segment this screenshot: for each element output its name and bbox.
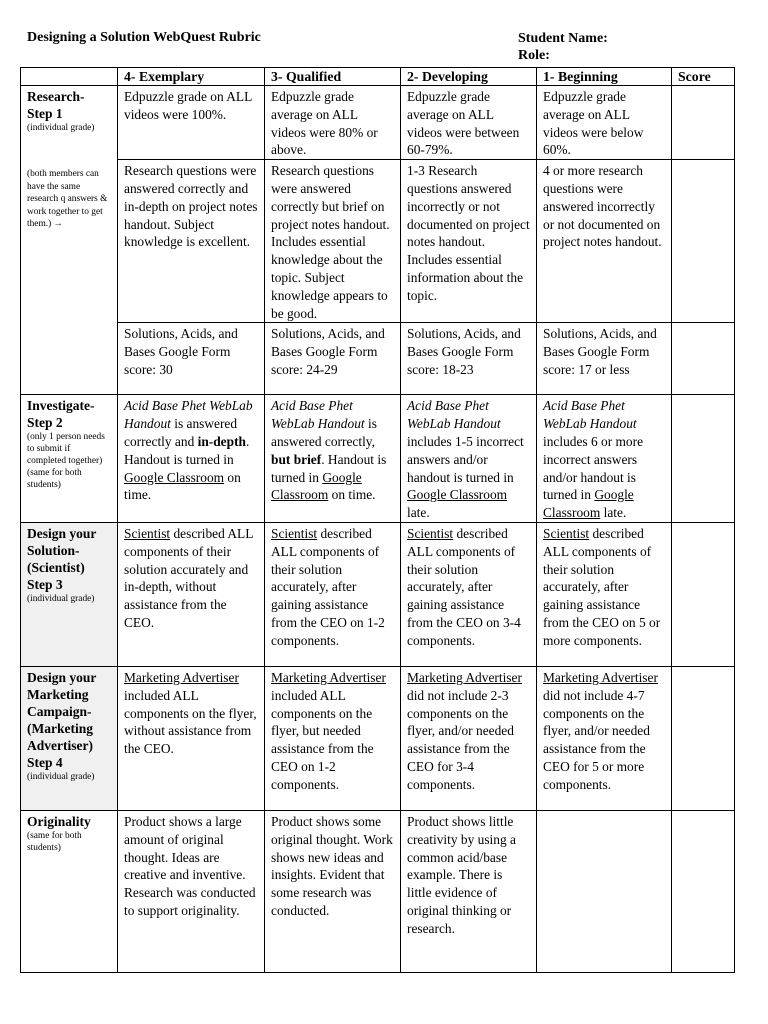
design-marketing-score[interactable] bbox=[672, 666, 735, 810]
research-row-2 bbox=[21, 160, 735, 323]
text: . Handout is turned in bbox=[271, 451, 387, 485]
emphasis: in-depth bbox=[197, 433, 246, 449]
text: described ALL components of their solution accurately and in-depth, without assistance from the CEO. bbox=[124, 525, 253, 630]
header-beginning: 1- Beginning bbox=[537, 68, 672, 86]
google-classroom-text: Google Classroom bbox=[271, 469, 362, 503]
design-marketing-exemplary bbox=[118, 666, 265, 810]
handout-title: Acid Base Phet WebLab Handout bbox=[543, 398, 637, 432]
design-marketing-row bbox=[21, 666, 735, 810]
text: on time. bbox=[124, 469, 241, 503]
role-name: Scientist bbox=[271, 525, 318, 541]
research-developing-2: 1-3 Research questions answered incorrectly or not documented on project notes handout. Includes essential information about the topic. bbox=[401, 160, 537, 323]
originality-row bbox=[21, 810, 735, 972]
text: did not include 4-7 components on the flyer, and/or needed assistance from the CEO for 5 or more components. bbox=[543, 687, 650, 792]
text: . Handout is turned in bbox=[124, 433, 250, 467]
header-developing: 2- Developing bbox=[401, 68, 537, 86]
header-category bbox=[21, 68, 118, 86]
design-marketing-category bbox=[21, 666, 118, 810]
design-solution-title: Design your Solution- (Scientist) Step 3 bbox=[27, 525, 97, 592]
handout-title: Acid Base Phet WebLab Handout bbox=[271, 398, 365, 432]
text: is answered correctly and bbox=[124, 416, 238, 449]
originality-category bbox=[21, 810, 118, 972]
role-label: Role: bbox=[518, 48, 550, 63]
research-title: Research- Step 1 bbox=[27, 89, 85, 121]
research-row-3 bbox=[21, 323, 735, 395]
research-exemplary-2: Research questions were answered correctly and in-depth on project notes handout. Subject knowledge is excellent. bbox=[118, 160, 265, 323]
role-name: Marketing Advertiser bbox=[124, 669, 239, 685]
design-marketing-qualified bbox=[265, 666, 401, 810]
design-solution-qualified bbox=[265, 522, 401, 666]
originality-beginning bbox=[537, 810, 672, 972]
document-title: Designing a Solution WebQuest Rubric bbox=[27, 30, 261, 45]
text: includes 6 or more incorrect answers and/or handout is turned in bbox=[543, 433, 644, 503]
text: included ALL components on the flyer, without assistance from the CEO. bbox=[124, 687, 257, 757]
research-qualified-2: Research questions were answered correctly but brief on project notes handout. Includes essential knowledge about the topic. Subject knowledge appears to be good. bbox=[265, 160, 401, 323]
investigate-qualified bbox=[265, 395, 401, 523]
investigate-score[interactable] bbox=[672, 395, 735, 523]
design-solution-category bbox=[21, 522, 118, 666]
text: is answered correctly, bbox=[271, 416, 377, 449]
role-name: Scientist bbox=[124, 525, 171, 541]
design-marketing-developing bbox=[401, 666, 537, 810]
investigate-row bbox=[21, 395, 735, 523]
investigate-note: (only 1 person needs to submit if completed together)(same for both students) bbox=[27, 432, 105, 491]
research-beginning-3: Solutions, Acids, and Bases Google Form score: 17 or less bbox=[537, 323, 672, 395]
originality-qualified: Product shows some original thought. Work shows new ideas and insights. Evident that some research was conducted. bbox=[265, 810, 401, 972]
handout-title: Acid Base Phet WebLab Handout bbox=[407, 398, 501, 432]
investigate-exemplary bbox=[118, 395, 265, 523]
role-name: Marketing Advertiser bbox=[271, 669, 386, 685]
design-solution-beginning bbox=[537, 522, 672, 666]
google-classroom-text: Google Classroom bbox=[407, 487, 508, 503]
role-name: Marketing Advertiser bbox=[543, 669, 658, 685]
research-row-1 bbox=[21, 86, 735, 160]
text: described ALL components of their solution accurately, after gaining assistance from the CEO on 3-4 components. bbox=[407, 525, 521, 648]
originality-score[interactable] bbox=[672, 810, 735, 972]
design-marketing-note: (individual grade) bbox=[27, 771, 95, 782]
role-name: Marketing Advertiser bbox=[407, 669, 522, 685]
research-beginning-2: 4 or more research questions were answered incorrectly or not documented on project notes handout. bbox=[537, 160, 672, 323]
investigate-category bbox=[21, 395, 118, 523]
emphasis: but brief bbox=[271, 451, 322, 467]
text: described ALL components of their solution accurately, after gaining assistance from the CEO on 5 or more components. bbox=[543, 525, 661, 648]
investigate-beginning bbox=[537, 395, 672, 523]
research-developing-1: Edpuzzle grade average on ALL videos were between 60-79%. bbox=[401, 86, 537, 160]
header-qualified: 3- Qualified bbox=[265, 68, 401, 86]
research-score-3[interactable] bbox=[672, 323, 735, 395]
originality-exemplary: Product shows a large amount of original thought. Ideas are creative and inventive. Research was conducted to support originality. bbox=[118, 810, 265, 972]
research-qualified-1: Edpuzzle grade average on ALL videos were 80% or above. bbox=[265, 86, 401, 160]
text: did not include 2-3 components on the flyer, and/or needed assistance from the CEO for 3-4 components. bbox=[407, 687, 514, 792]
text: included ALL components on the flyer, but needed assistance from the CEO on 1-2 components. bbox=[271, 687, 374, 792]
research-note-2: (both members can have the same research q answers & work together to get them.) → bbox=[27, 169, 108, 229]
research-exemplary-1: Edpuzzle grade on ALL videos were 100%. bbox=[118, 86, 265, 160]
design-solution-developing bbox=[401, 522, 537, 666]
originality-title: Originality bbox=[27, 813, 91, 829]
design-solution-exemplary bbox=[118, 522, 265, 666]
research-developing-3: Solutions, Acids, and Bases Google Form score: 18-23 bbox=[401, 323, 537, 395]
student-info bbox=[518, 30, 608, 64]
investigate-developing bbox=[401, 395, 537, 523]
originality-note: (same for both students) bbox=[27, 830, 82, 853]
research-score-2[interactable] bbox=[672, 160, 735, 323]
design-solution-score[interactable] bbox=[672, 522, 735, 666]
research-beginning-1: Edpuzzle grade average on ALL videos were below 60%. bbox=[537, 86, 672, 160]
text: late. bbox=[600, 505, 627, 521]
design-marketing-title: Design your Marketing Campaign- (Marketing Advertiser) Step 4 bbox=[27, 669, 97, 770]
design-solution-note: (individual grade) bbox=[27, 593, 95, 604]
text: late. bbox=[407, 505, 430, 521]
research-note: (individual grade) bbox=[27, 123, 95, 133]
header-row bbox=[21, 68, 735, 86]
text: includes 1-5 incorrect answers and/or handout is turned in bbox=[407, 433, 524, 485]
design-marketing-beginning bbox=[537, 666, 672, 810]
originality-developing: Product shows little creativity by using a common acid/base example. There is little evidence of original thinking or research. bbox=[401, 810, 537, 972]
header-exemplary: 4- Exemplary bbox=[118, 68, 265, 86]
research-category bbox=[21, 86, 118, 395]
role-name: Scientist bbox=[543, 525, 590, 541]
design-solution-row bbox=[21, 522, 735, 666]
rubric-table bbox=[20, 67, 735, 973]
handout-title: Acid Base Phet WebLab Handout bbox=[124, 398, 253, 432]
text: described ALL components of their solution accurately, after gaining assistance from the CEO on 1-2 components. bbox=[271, 525, 385, 648]
student-name-label: Student Name: bbox=[518, 31, 608, 46]
header-score: Score bbox=[672, 68, 735, 86]
role-name: Scientist bbox=[407, 525, 454, 541]
research-qualified-3: Solutions, Acids, and Bases Google Form score: 24-29 bbox=[265, 323, 401, 395]
text: on time. bbox=[328, 487, 376, 503]
google-classroom-text: Google Classroom bbox=[543, 487, 634, 521]
research-score-1[interactable] bbox=[672, 86, 735, 160]
google-classroom-text: Google Classroom bbox=[124, 469, 225, 485]
investigate-title: Investigate- Step 2 bbox=[27, 398, 95, 431]
research-exemplary-3: Solutions, Acids, and Bases Google Form score: 30 bbox=[118, 323, 265, 395]
